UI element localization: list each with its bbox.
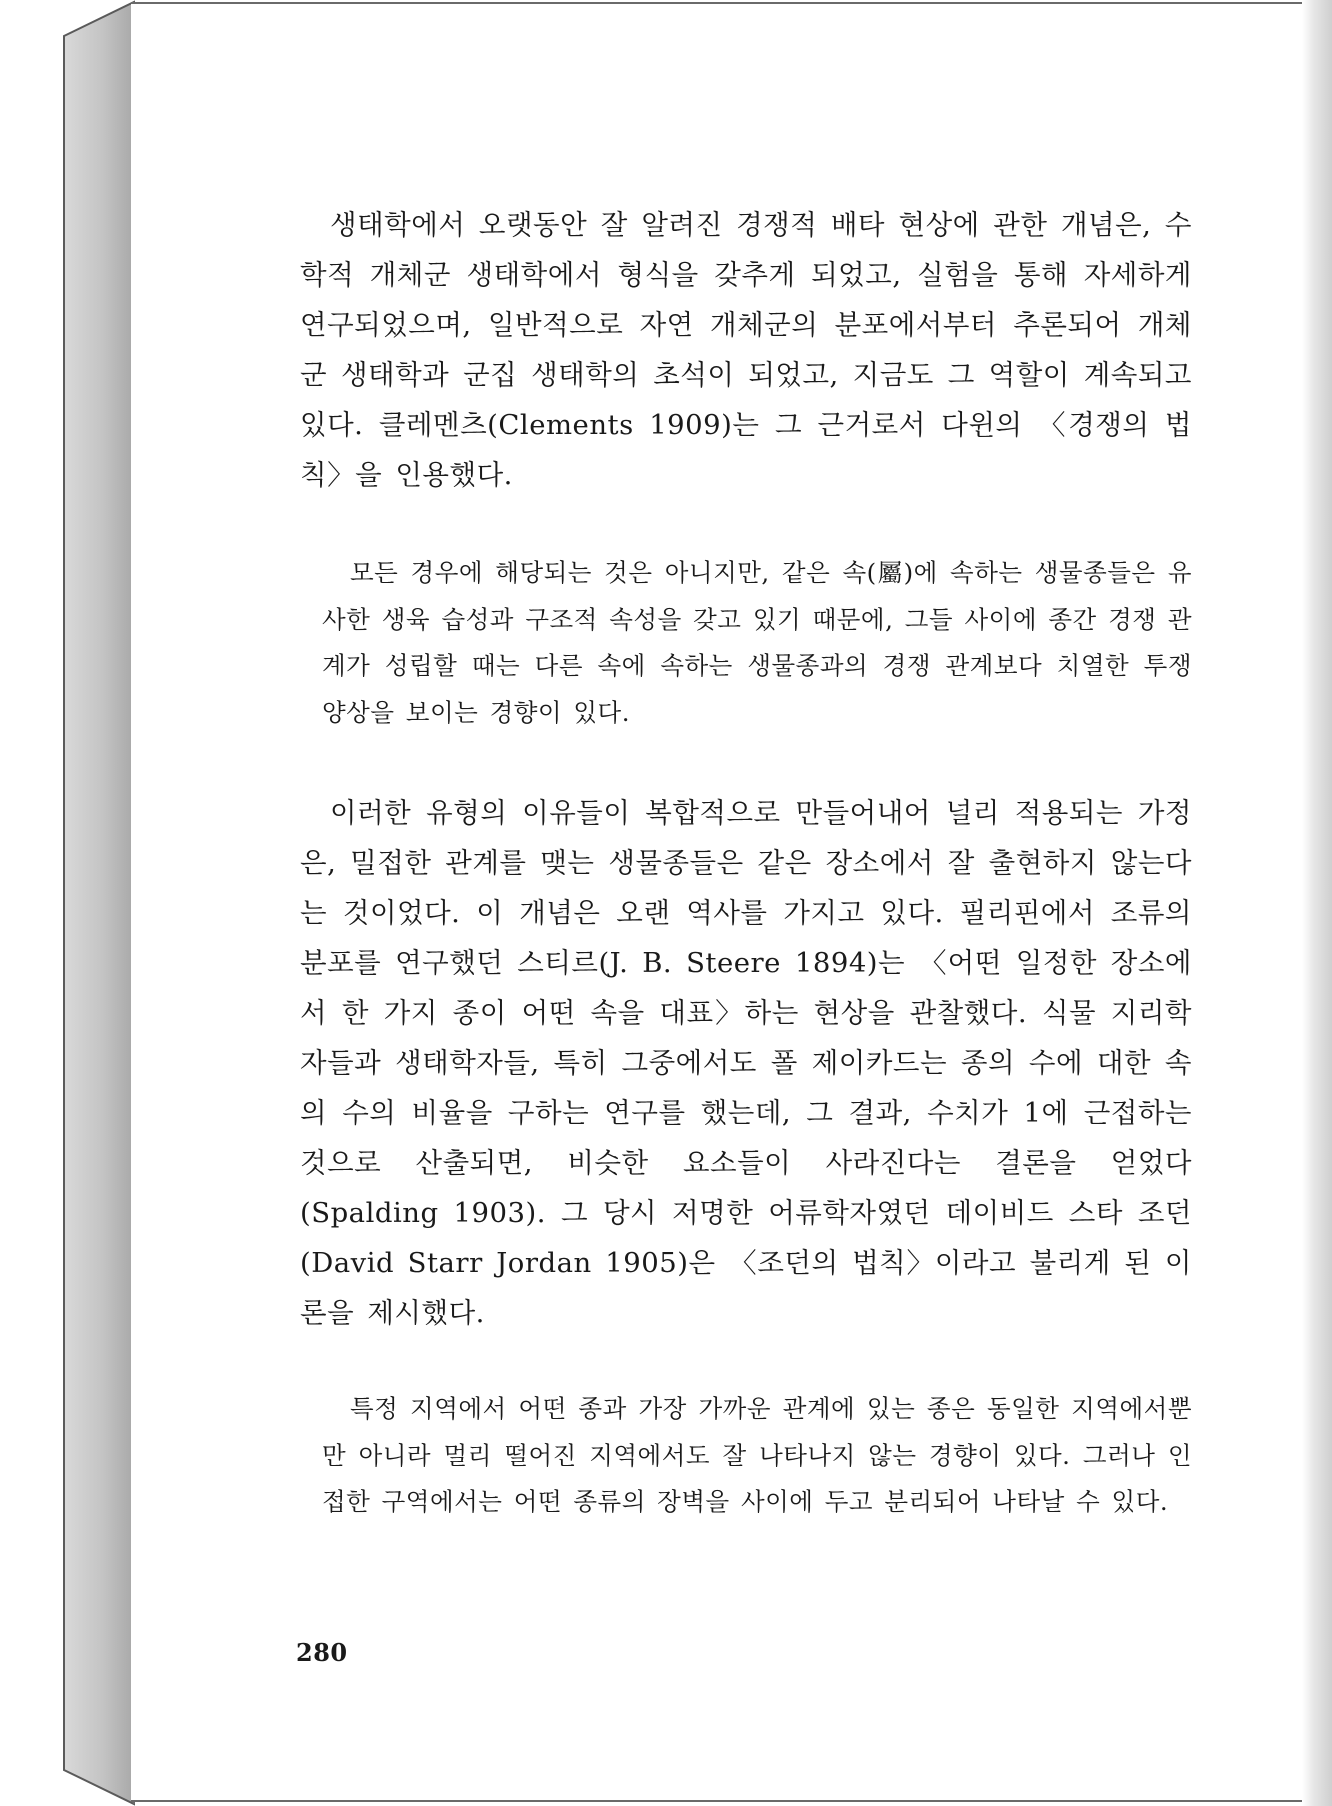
block-quote: 특정 지역에서 어떤 종과 가장 가까운 관계에 있는 종은 동일한 지역에서뿐만 아니라 멀리 떨어진 지역에서도 잘 나타나지 않는 경향이 있다. 그러나 인접한 구역에서는 어떤 종류의 장벽을 사이에 두고 분리되어 나타날 수 있다.	[322, 1394, 1192, 1516]
page-edge-shadow	[1302, 0, 1332, 1806]
body-paragraph: 생태학에서 오랫동안 잘 알려진 경쟁적 배타 현상에 관한 개념은, 수학적 개체군 생태학에서 형식을 갖추게 되었고, 실험을 통해 자세하게 연구되었으며, 일반적으로 자연 개체군의 분포에서부터 추론되어 개체군 생태학과 군집 생태학의 초석이 되었고, 지금도 그 역할이 계속되고 있다. 클레멘츠(Clements 1909)는 그 근거로서 다윈의 〈경쟁의 법칙〉을 인용했다.	[300, 209, 1192, 491]
page-content	[300, 200, 1192, 1526]
book-spine-graphic	[0, 0, 140, 1806]
book-spine	[0, 0, 140, 1806]
body-paragraph: 이러한 유형의 이유들이 복합적으로 만들어내어 널리 적용되는 가정은, 밀접한 관계를 맺는 생물종들은 같은 장소에서 잘 출현하지 않는다는 것이었다. 이 개념은 오랜 역사를 가지고 있다. 필리핀에서 조류의 분포를 연구했던 스티르(J. B. Steere 1894)는 〈어떤 일정한 장소에서 한 가지 종이 어떤 속을 대표〉하는 현상을 관찰했다. 식물 지리학자들과 생태학자들, 특히 그중에서도 폴 제이카드는 종의 수에 대한 속의 수의 비율을 구하는 연구를 했는데, 그 결과, 수치가 1에 근접하는 것으로 산출되면, 비슷한 요소들이 사라진다는 결론을 얻었다(Spalding 1903). 그 당시 저명한 어류학자였던 데이비드 스타 조던(David Starr Jordan 1905)은 〈조던의 법칙〉이라고 불리게 된 이론을 제시했다.	[300, 797, 1192, 1329]
block-quote: 모든 경우에 해당되는 것은 아니지만, 같은 속(屬)에 속하는 생물종들은 유사한 생육 습성과 구조적 속성을 갖고 있기 때문에, 그들 사이에 종간 경쟁 관계가 성립할 때는 다른 속에 속하는 생물종과의 경쟁 관계보다 치열한 투쟁 양상을 보이는 경향이 있다.	[322, 558, 1192, 727]
page-number: 280	[296, 1638, 348, 1667]
